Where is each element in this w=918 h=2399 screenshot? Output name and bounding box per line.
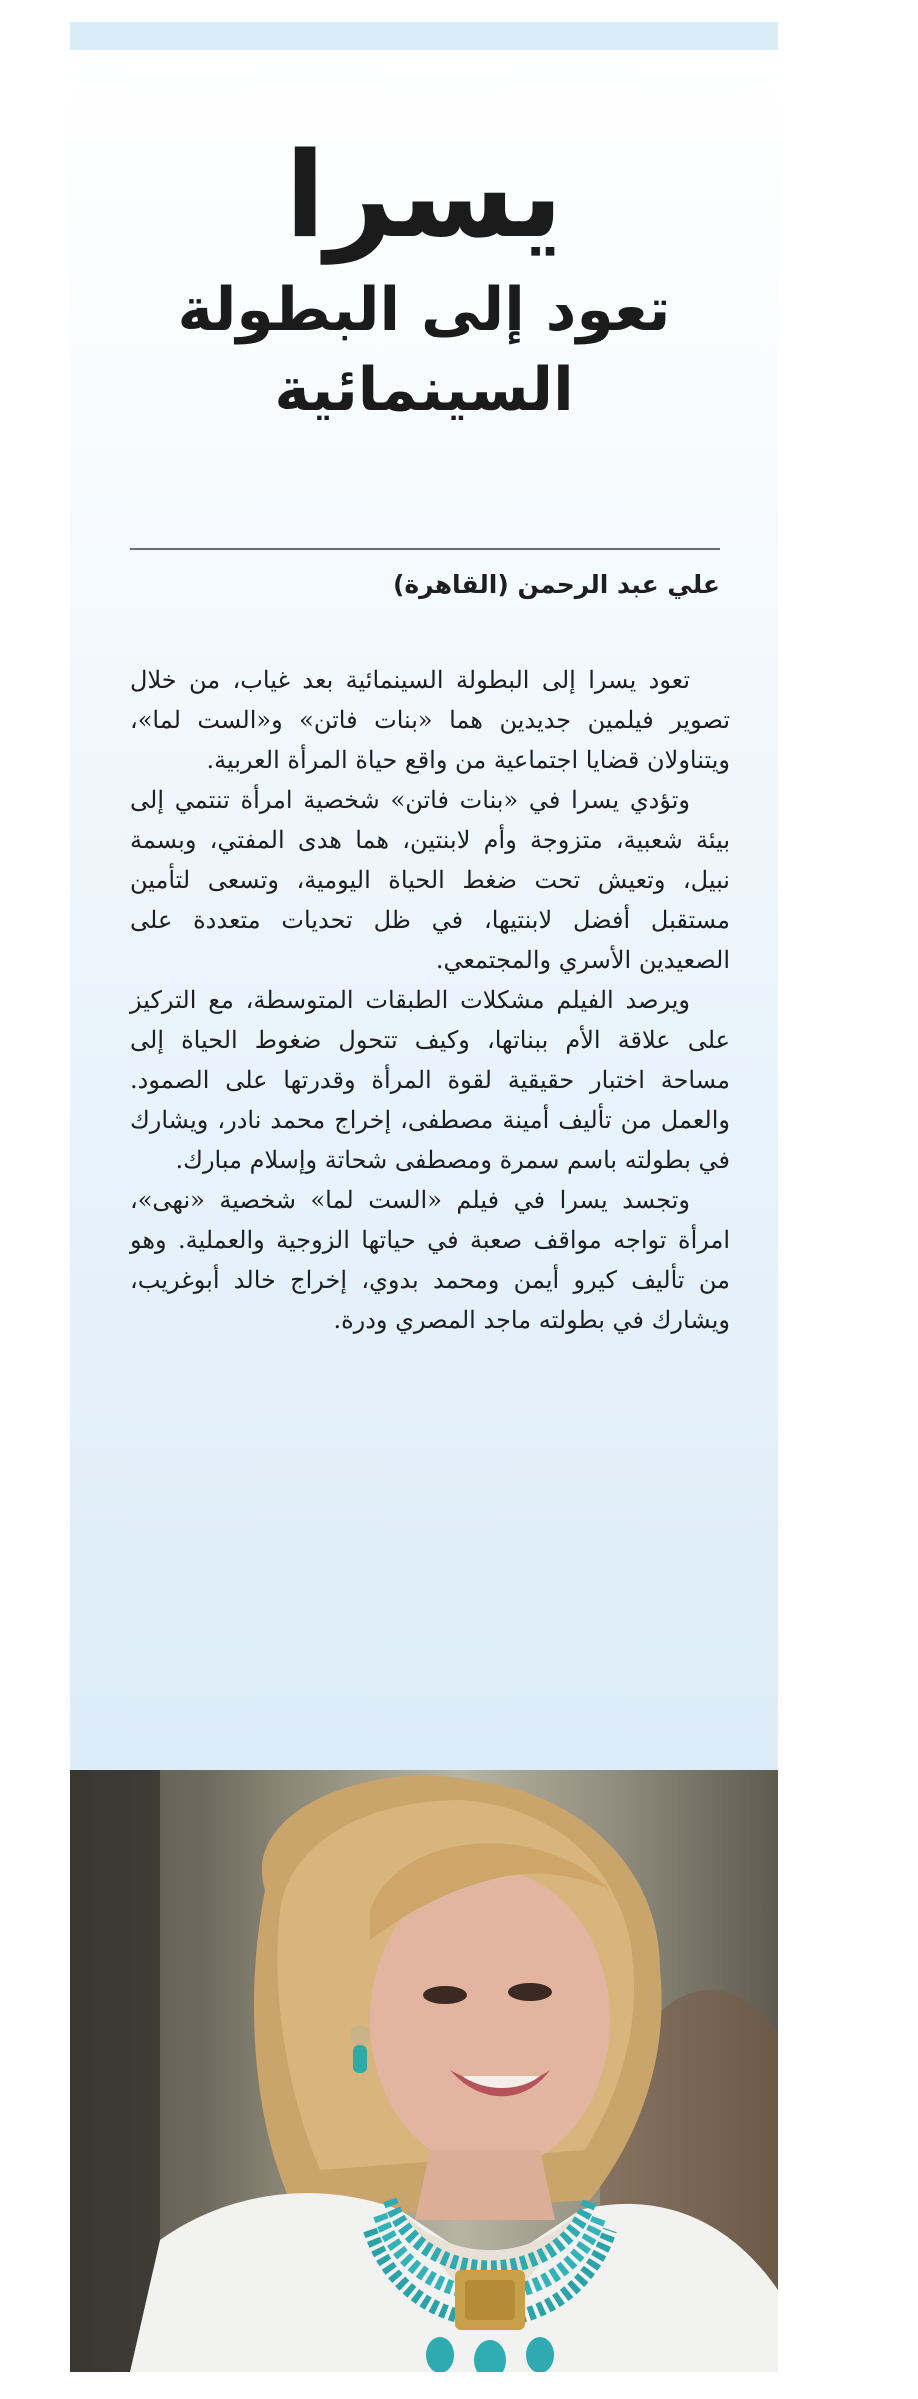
- paragraph-1: تعود يسرا إلى البطولة السينمائية بعد غياب، من خلال تصوير فيلمين جديدين هما «بنات فاتن» و«الست لما»، ويتناولان قضايا اجتماعية من واقع حياة المرأة العربية.: [130, 666, 730, 774]
- paragraph-2: وتؤدي يسرا في «بنات فاتن» شخصية امرأة تنتمي إلى بيئة شعبية، متزوجة وأم لابنتين، هما هدى المفتي، وبسمة نبيل، وتعيش تحت ضغط الحياة اليومية، وتسعى لتأمين مستقبل أفضل لابنتيها، في ظل تحديات متعددة على الصعيدين الأسري والمجتمعي.: [130, 786, 730, 974]
- headline-name: يسرا: [284, 126, 564, 264]
- paragraph-4: وتجسد يسرا في فيلم «الست لما» شخصية «نهى»، امرأة تواجه مواقف صعبة في حياتها الزوجية والعملية. وهو من تأليف كيرو أيمن ومحمد بدوي، إخراج خالد أبوغريب، ويشارك في بطولته ماجد المصري ودرة.: [130, 1186, 730, 1334]
- headline-divider: [130, 548, 720, 550]
- article-column: [70, 22, 778, 2372]
- article-text-panel: [70, 50, 778, 1770]
- portrait-photo-icon: [70, 1770, 778, 2372]
- portrait-photo: [70, 1770, 778, 2372]
- headline-line-3: السينمائية: [274, 355, 574, 425]
- headline: [70, 120, 778, 430]
- headline-line-2: تعود إلى البطولة: [177, 275, 671, 345]
- article-body: [130, 660, 730, 1340]
- paragraph-3: ويرصد الفيلم مشكلات الطبقات المتوسطة، مع التركيز على علاقة الأم ببناتها، وكيف تتحول ضغوط الحياة إلى مساحة اختبار حقيقية لقوة المرأة وقدرتها على الصمود. والعمل من تأليف أمينة مصطفى، إخراج محمد نادر، ويشارك في بطولته باسم سمرة ومصطفى شحاتة وإسلام مبارك.: [130, 986, 730, 1174]
- top-color-bar: [70, 22, 778, 50]
- byline: علي عبد الرحمن (القاهرة): [392, 570, 720, 599]
